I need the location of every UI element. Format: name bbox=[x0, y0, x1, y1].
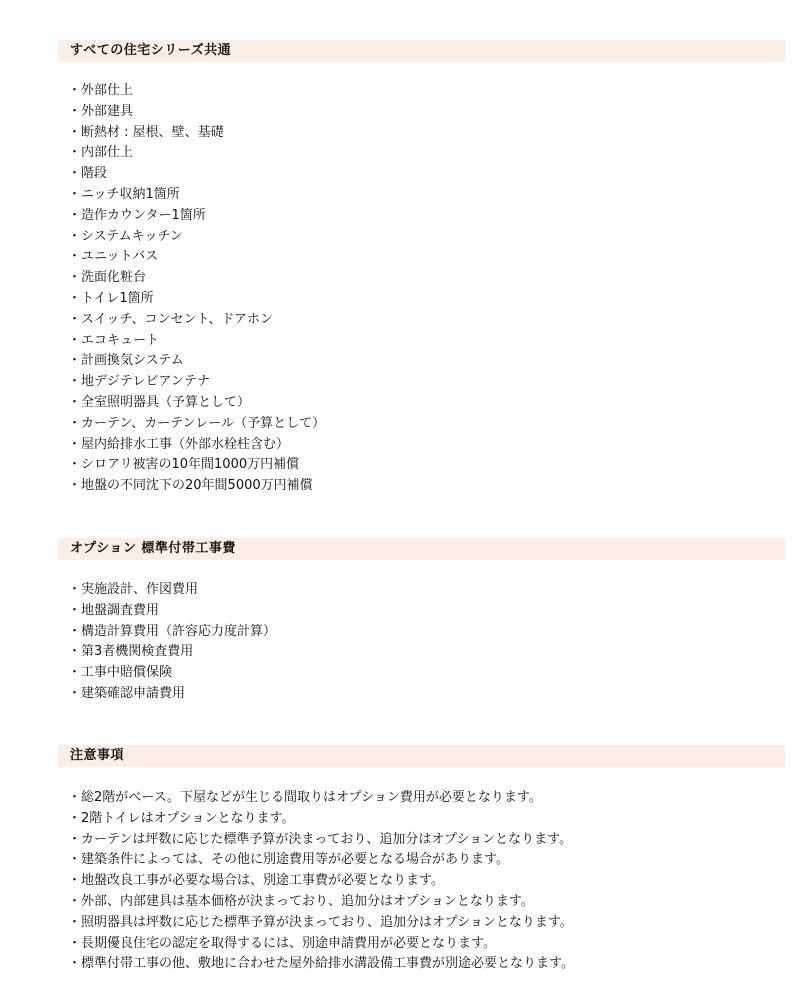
list-item: ・ユニットバス bbox=[68, 249, 159, 265]
list-item: ・長期優良住宅の認定を取得するには、別途申請費用が必要となります。 bbox=[68, 935, 496, 951]
item-list-option bbox=[68, 580, 276, 705]
item-list-notes bbox=[68, 788, 574, 975]
list-item: ・階段 bbox=[68, 166, 108, 182]
list-item: ・地盤の不同沈下の20年間5000万円補償 bbox=[68, 478, 313, 494]
list-item: ・2階トイレはオプションとなります。 bbox=[68, 810, 295, 826]
list-item: ・シロアリ被害の10年間1000万円補償 bbox=[68, 457, 300, 473]
list-item: ・スイッチ、コンセント、ドアホン bbox=[68, 311, 274, 327]
list-item: ・計画換気システム bbox=[68, 353, 184, 369]
section-header-option: オプション 標準付帯工事費 bbox=[58, 538, 785, 560]
section-header-notes: 注意事項 bbox=[58, 745, 785, 767]
list-item: ・第3者機関検査費用 bbox=[68, 644, 194, 660]
item-list-common bbox=[68, 81, 325, 497]
list-item: ・内部仕上 bbox=[68, 145, 134, 161]
list-item: ・ニッチ収納1箇所 bbox=[68, 186, 180, 202]
list-item: ・工事中賠償保険 bbox=[68, 665, 173, 681]
list-item: ・照明器具は坪数に応じた標準予算が決まっており、追加分はオプションとなります。 bbox=[68, 914, 573, 930]
list-item: ・標準付帯工事の他、敷地に合わせた屋外給排水溝設備工事費が別途必要となります。 bbox=[68, 956, 574, 972]
list-item: ・構造計算費用（許容応力度計算） bbox=[68, 623, 277, 639]
list-item: ・カーテンは坪数に応じた標準予算が決まっており、追加分はオプションとなります。 bbox=[68, 831, 573, 847]
list-item: ・全室照明器具（予算として） bbox=[68, 394, 251, 410]
list-item: ・建築確認申請費用 bbox=[68, 685, 186, 701]
list-item: ・地デジテレビアンテナ bbox=[68, 374, 210, 390]
list-item: ・洗面化粧台 bbox=[68, 270, 147, 286]
list-item: ・トイレ1箇所 bbox=[68, 290, 154, 306]
list-item: ・外部仕上 bbox=[68, 83, 134, 98]
list-item: ・建築条件によっては、その他に別途費用等が必要となる場合があります。 bbox=[68, 852, 509, 868]
list-item: ・エコキュート bbox=[68, 332, 160, 348]
list-item: ・カーテン、カーテンレール（予算として） bbox=[68, 415, 326, 431]
list-item: ・地盤改良工事が必要な場合は、別途工事費が必要となります。 bbox=[68, 873, 444, 889]
list-item: ・外部、内部建具は基本価格が決まっており、追加分はオプションとなります。 bbox=[68, 893, 534, 909]
section-header-common: すべての住宅シリーズ共通 bbox=[58, 40, 785, 62]
list-item: ・システムキッチン bbox=[68, 228, 183, 244]
list-item: ・造作カウンター1箇所 bbox=[68, 207, 206, 223]
list-item: ・屋内給排水工事（外部水栓柱含む） bbox=[68, 436, 290, 452]
list-item: ・外部建具 bbox=[68, 103, 134, 119]
list-item: ・断熱材 : 屋根、壁、基礎 bbox=[68, 124, 224, 140]
list-item: ・実施設計、作図費用 bbox=[68, 582, 199, 597]
list-item: ・地盤調査費用 bbox=[68, 602, 160, 618]
list-item: ・総2階がベース。下屋などが生じる間取りはオプション費用が必要となります。 bbox=[68, 790, 542, 805]
